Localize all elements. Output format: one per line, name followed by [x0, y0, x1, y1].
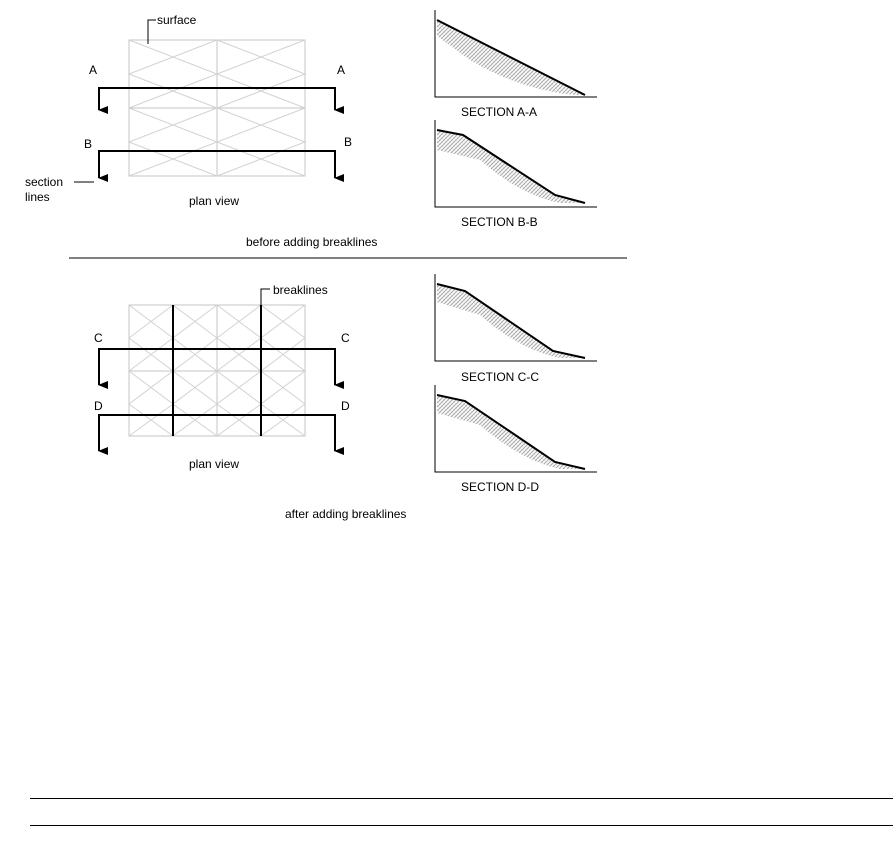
plan-view-after: [94, 283, 350, 471]
section-b-b: [435, 120, 597, 229]
section-letter-c-left: C: [94, 331, 103, 345]
section-title-c-c: SECTION C-C: [461, 370, 539, 384]
section-letter-d-left: D: [94, 399, 103, 413]
surface-grid-after: [129, 305, 305, 436]
section-letter-d-right: D: [341, 399, 350, 413]
section-lines-label-line1: section: [25, 175, 64, 189]
plan-view-before: [25, 13, 352, 208]
footer-rule-top: [30, 798, 893, 799]
section-a-a: [435, 10, 597, 119]
section-letter-a-left: A: [89, 63, 98, 77]
section-c-c: [435, 274, 597, 384]
section-letter-a-right: A: [337, 63, 346, 77]
section-letter-b-right: B: [344, 135, 353, 149]
plan-view-label-before: plan view: [189, 194, 240, 208]
section-title-b-b: SECTION B-B: [461, 215, 538, 229]
footer-rule-bottom: [30, 825, 893, 826]
surface-grid-before: [129, 40, 305, 176]
section-d-d: [435, 385, 597, 494]
section-lines-label-line2: lines: [25, 190, 50, 204]
section-letter-b-left: B: [84, 137, 93, 151]
plan-view-label-after: plan view: [189, 457, 240, 471]
breaklines-label: breaklines: [273, 283, 328, 297]
surface-label: surface: [157, 13, 197, 27]
caption-after: after adding breaklines: [285, 507, 407, 521]
section-title-d-d: SECTION D-D: [461, 480, 539, 494]
section-title-a-a: SECTION A-A: [461, 105, 538, 119]
caption-before: before adding breaklines: [246, 235, 378, 249]
section-letter-c-right: C: [341, 331, 350, 345]
breaklines-leader: [261, 289, 270, 305]
